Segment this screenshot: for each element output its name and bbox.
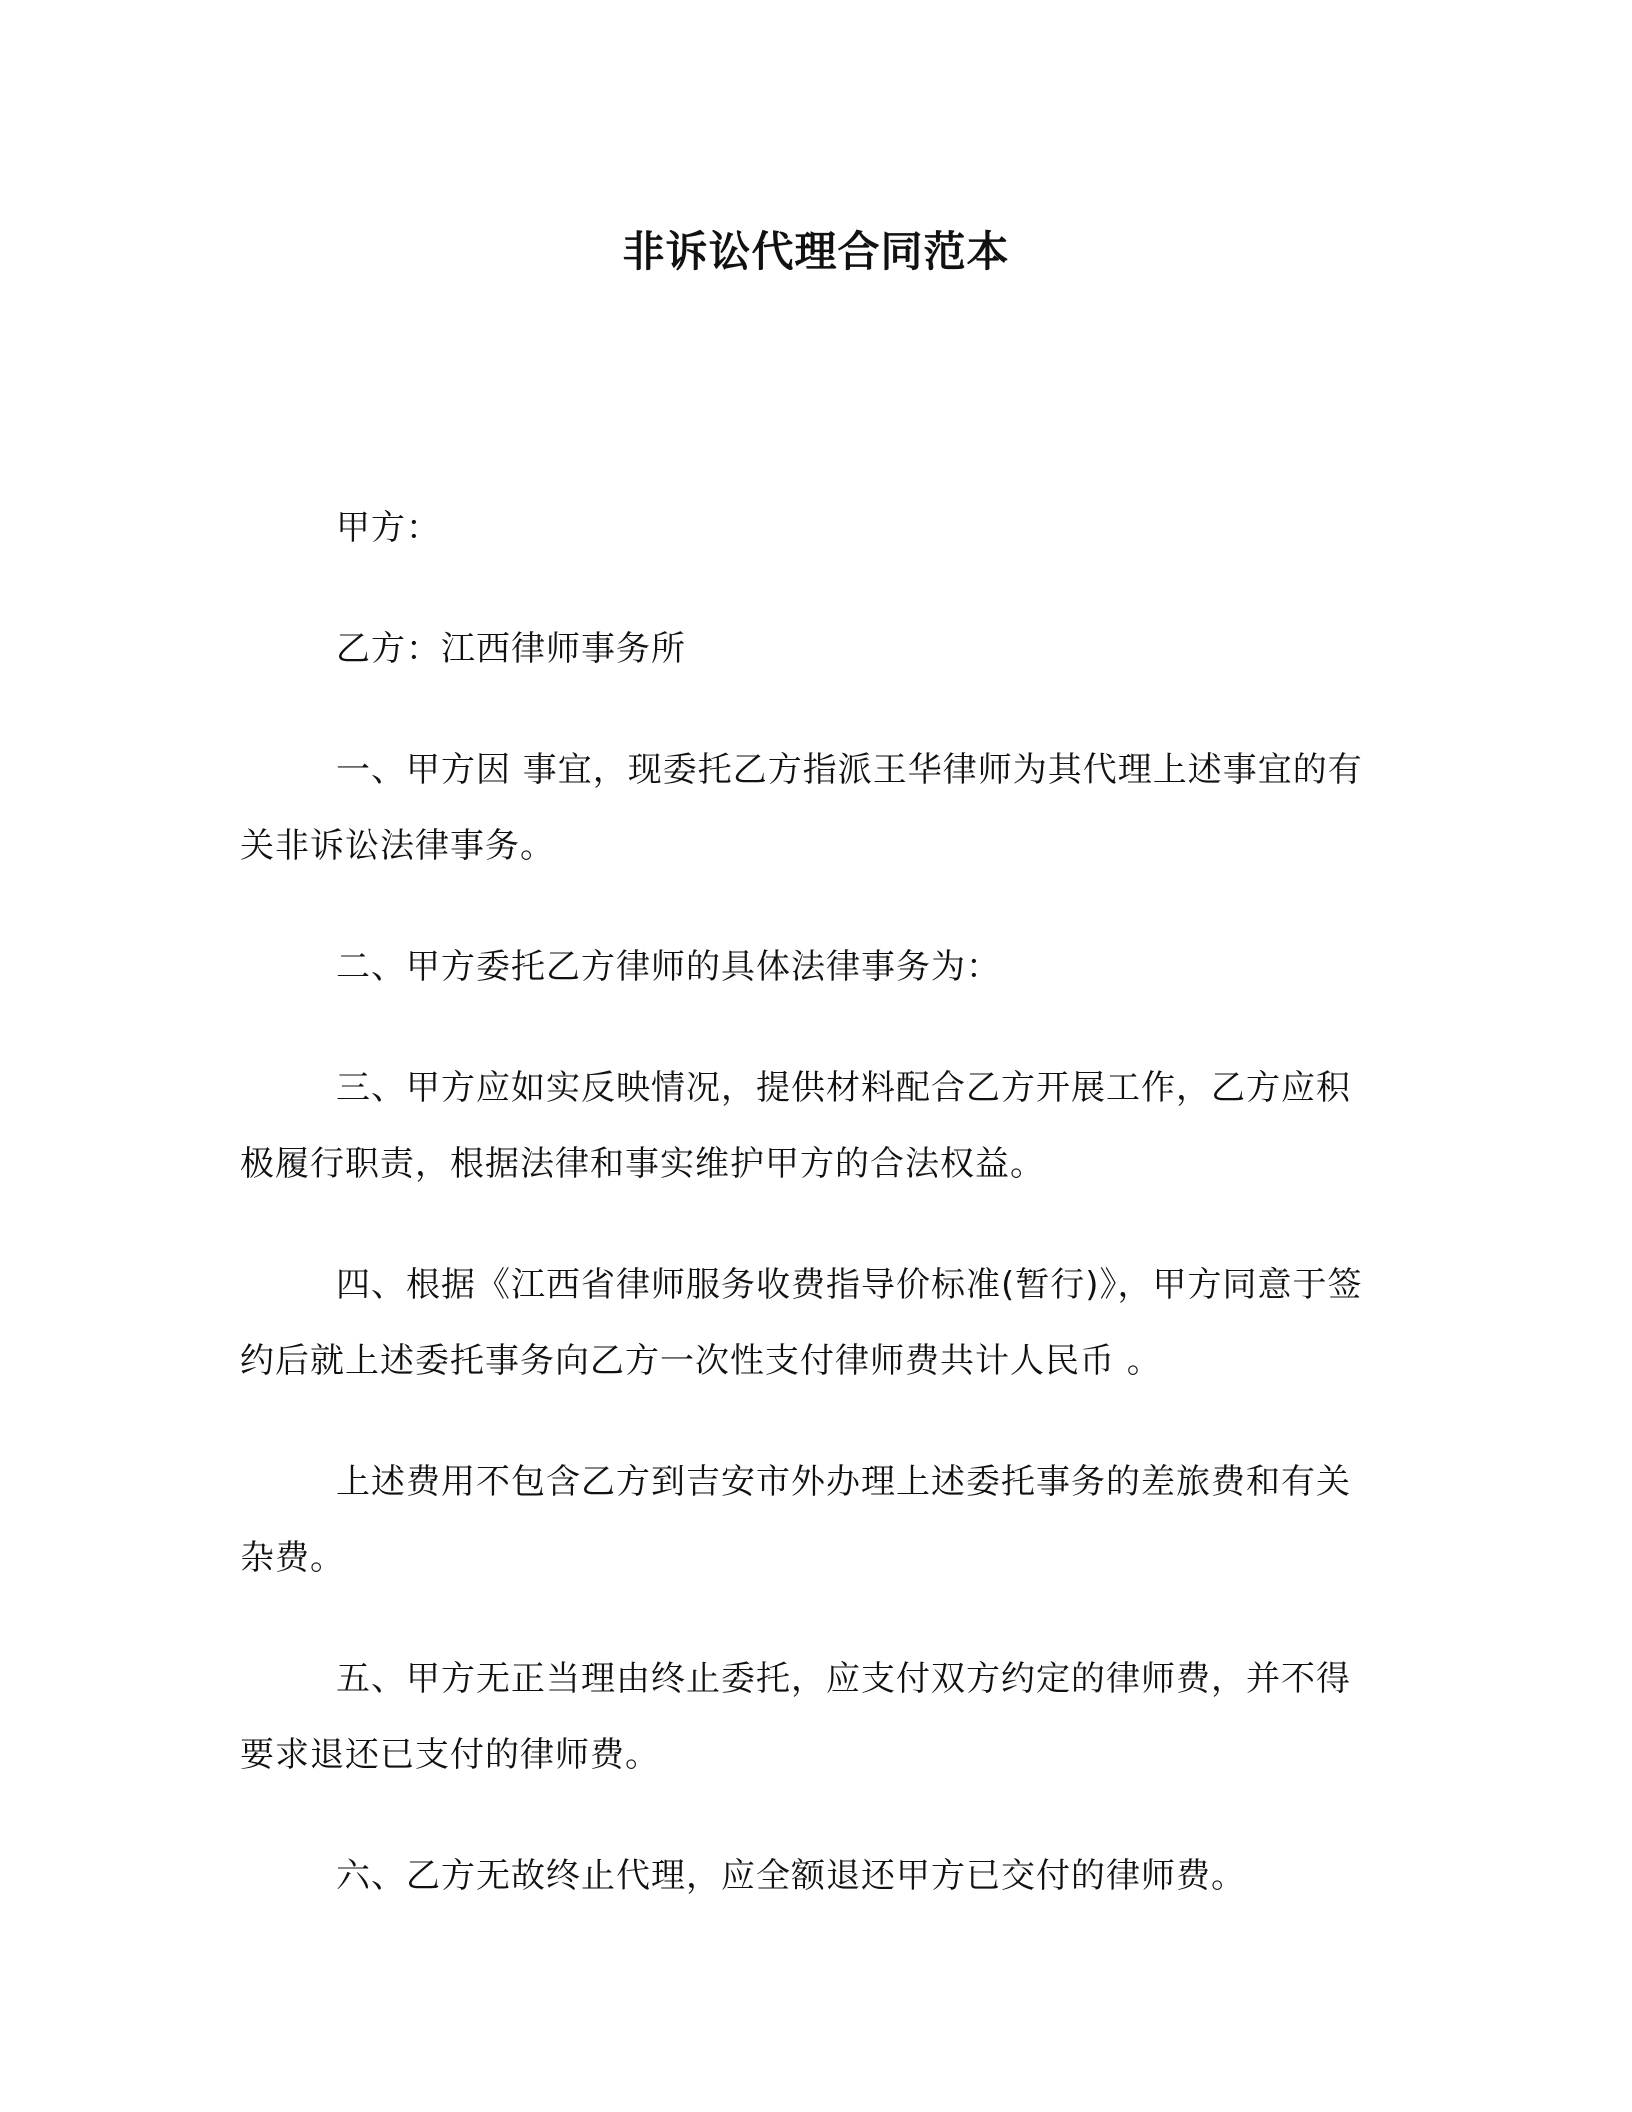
document-body [240,490,1380,1959]
document-title: 非诉讼代理合同范本 [622,227,1010,276]
clause-4: 四、根据《江西省律师服务收费指导价标准(暂行)》，甲方同意于签约后就上述委托事务向乙方一次性支付律师费共计人民币 。 [240,1265,1363,1381]
clause-2: 二、甲方委托乙方律师的具体法律事务为： [336,947,1001,987]
clause-5: 五、甲方无正当理由终止委托，应支付双方约定的律师费，并不得要求退还已支付的律师费。 [240,1659,1351,1775]
clause-4-note: 上述费用不包含乙方到吉安市外办理上述委托事务的差旅费和有关杂费。 [240,1462,1351,1578]
clause-3: 三、甲方应如实反映情况，提供材料配合乙方开展工作，乙方应积极履行职责，根据法律和事实维护甲方的合法权益。 [240,1068,1351,1184]
clause-1: 一、甲方因 事宜，现委托乙方指派王华律师为其代理上述事宜的有关非诉讼法律事务。 [240,750,1363,866]
party-a-line: 甲方： [336,508,441,548]
clause-6: 六、乙方无故终止代理，应全额退还甲方已交付的律师费。 [336,1856,1246,1896]
party-b-line: 乙方：江西律师事务所 [336,629,686,669]
